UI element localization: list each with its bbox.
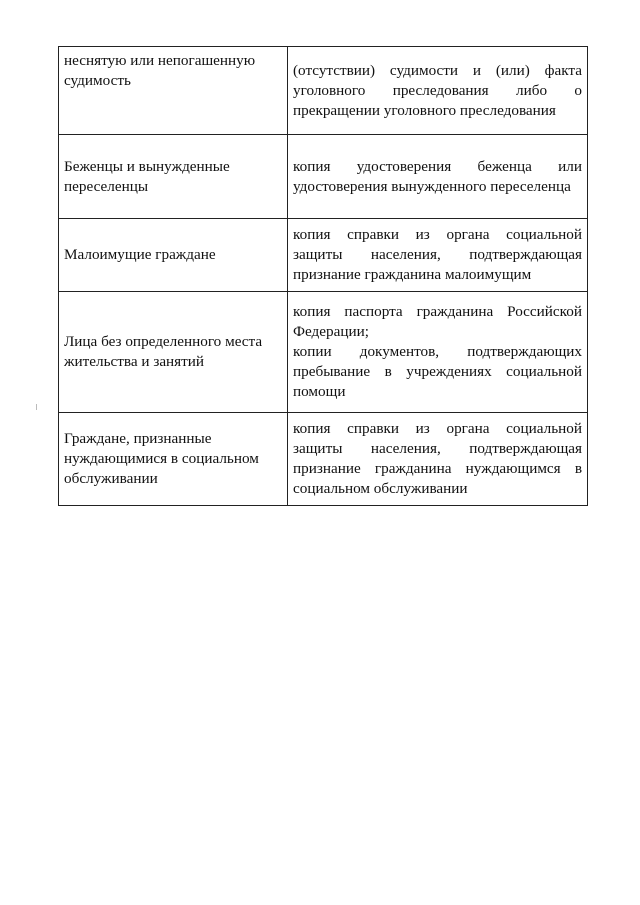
document-cell: (отсутствии) судимости и (или) факта уголовного преследования либо о прекращении уголовного преследования <box>288 47 588 135</box>
document-line: копии документов, подтверждающих пребывание в учреждениях социальной помощи <box>293 343 582 400</box>
category-cell: Лица без определенного места жительства и занятий <box>59 292 288 413</box>
scan-margin-mark <box>36 404 37 410</box>
category-cell: Беженцы и вынужденные переселенцы <box>59 135 288 219</box>
table-row <box>59 135 588 219</box>
table-row <box>59 413 588 506</box>
document-cell <box>288 292 588 413</box>
table-row <box>59 219 588 292</box>
document-cell: копия справки из органа социальной защиты населения, подтверждающая признание гражданина нуждающимся в социальном обслуживании <box>288 413 588 506</box>
category-cell: неснятую или непогашенную судимость <box>59 47 288 135</box>
document-line: копия паспорта гражданина Российской Федерации; <box>293 303 582 340</box>
document-cell: копия справки из органа социальной защиты населения, подтверждающая признание гражданина малоимущим <box>288 219 588 292</box>
category-cell: Малоимущие граждане <box>59 219 288 292</box>
category-cell: Граждане, признанные нуждающимися в социальном обслуживании <box>59 413 288 506</box>
table-row <box>59 47 588 135</box>
eligibility-documents-table <box>58 46 588 506</box>
table-row <box>59 292 588 413</box>
document-cell: копия удостоверения беженца или удостоверения вынужденного переселенца <box>288 135 588 219</box>
